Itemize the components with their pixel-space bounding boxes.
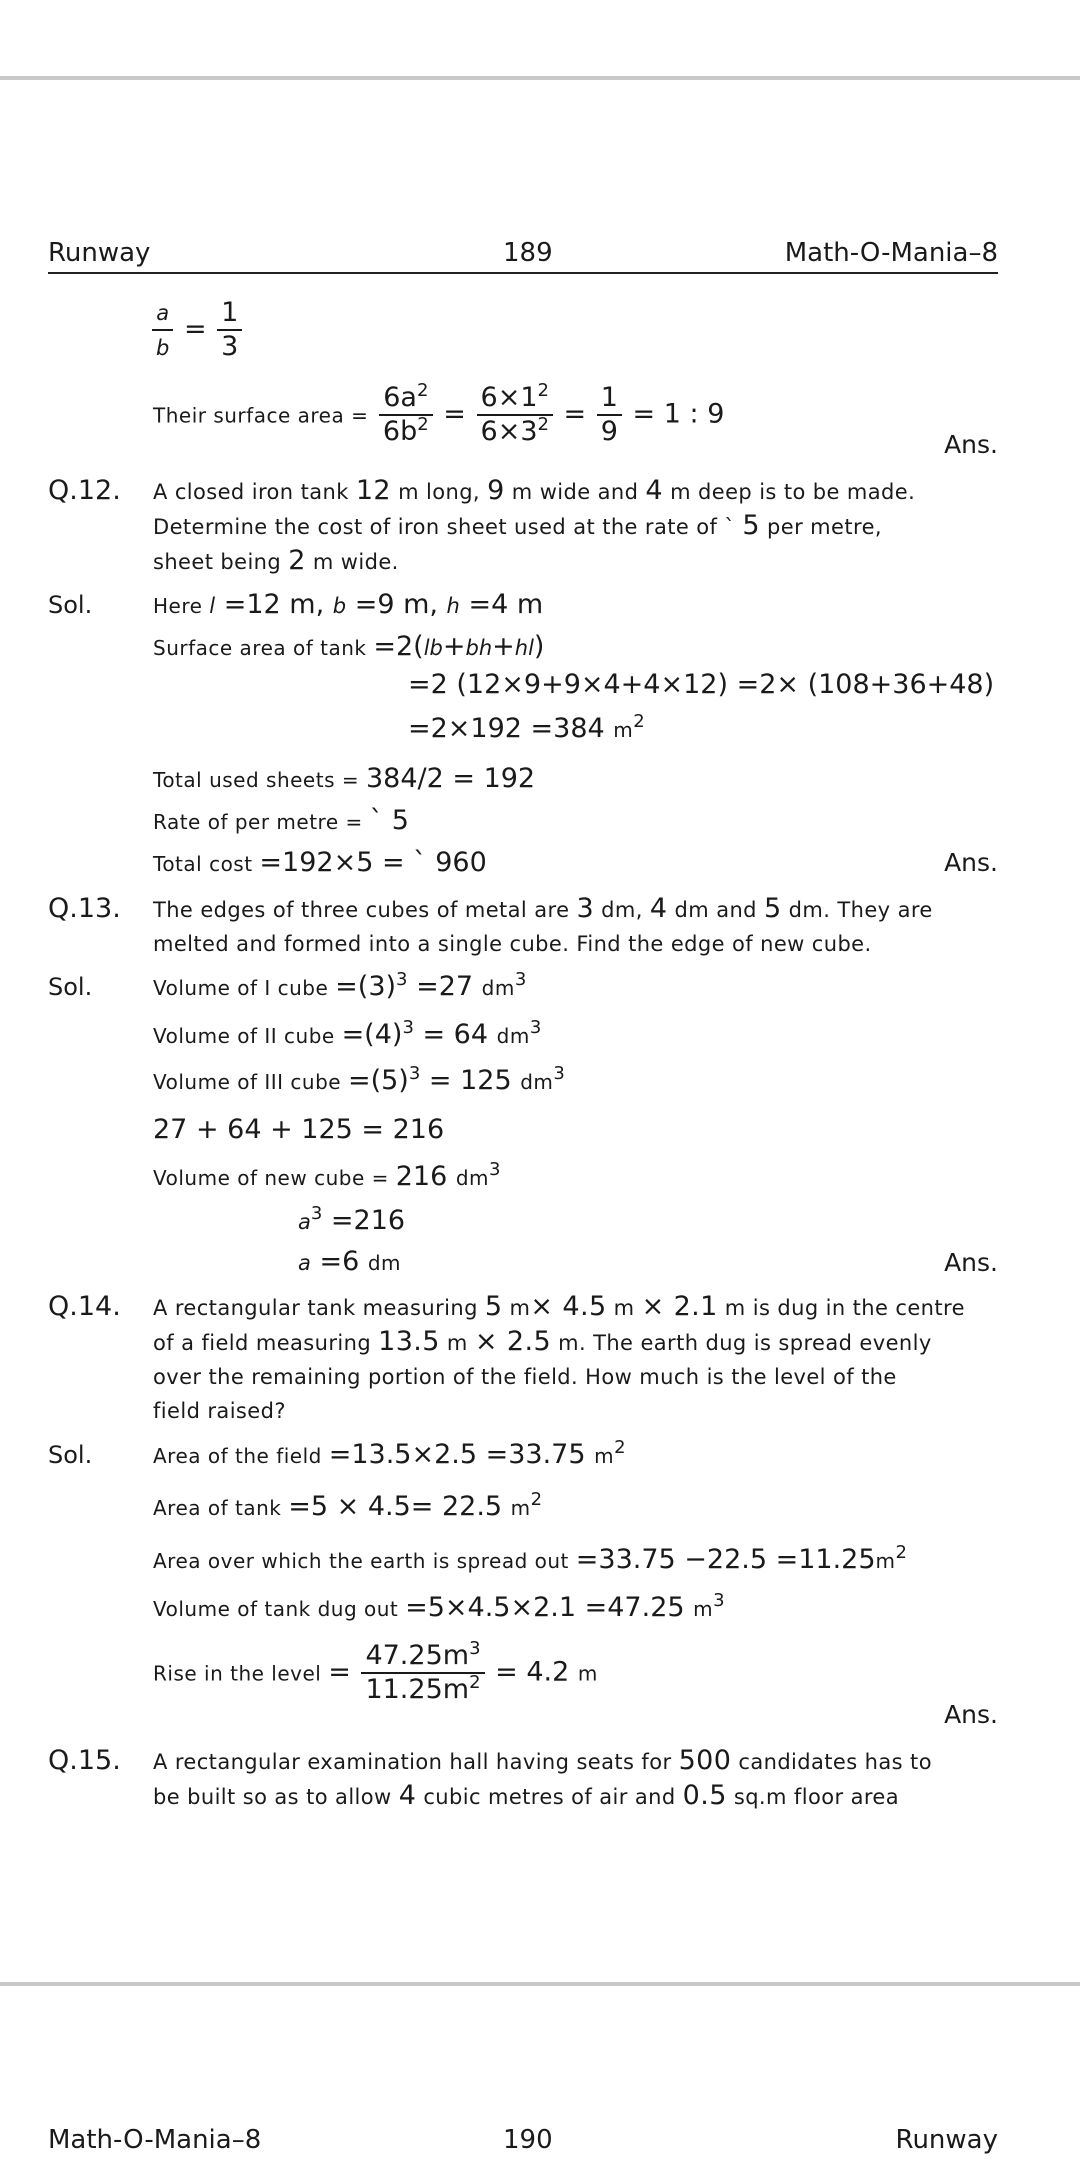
q12-given: Here l =12 m, b =9 m, h =4 m — [153, 589, 544, 620]
next-page-number: 190 — [503, 2125, 553, 2155]
q12-total: Total cost =192×5 = ` 960 — [153, 847, 487, 878]
solution-label: Sol. — [48, 591, 93, 619]
question-13-text: The edges of three cubes of metal are 3 dm, 4 dm and 5 dm. They are melted and formed into a single cube. Find the edge of new cube. — [153, 893, 933, 956]
page-top-divider — [0, 76, 1080, 80]
question-number: Q.15. — [48, 1745, 121, 1776]
q13-sum: 27 + 64 + 125 = 216 — [153, 1114, 445, 1145]
q14-tank-volume: Volume of tank dug out =5×4.5×2.1 =47.25 $m^3$ — [153, 1590, 725, 1623]
solution-label: Sol. — [48, 1441, 93, 1469]
question-number: Q.12. — [48, 475, 121, 506]
q13-a-cubed: $a^3 =216$ — [298, 1203, 406, 1236]
q12-sheets: Total used sheets = 384/2 = 192 — [153, 763, 536, 794]
answer-marker: Ans. — [944, 1700, 998, 1729]
q14-tank-area: Area of tank =5 × 4.5= 22.5 $m^2$ — [153, 1489, 543, 1522]
next-header-right: Runway — [895, 2125, 998, 2155]
page-number: 189 — [503, 238, 553, 268]
running-header — [48, 236, 998, 274]
header-left: Runway — [48, 238, 151, 268]
question-14-text: A rectangular tank measuring 5 m× 4.5 m × 2.1 m is dug in the centre of a field measuring 13.5 m × 2.5 m. The earth dug is spread evenly over the remaining portion of the field. How much is the level of the field raised? — [153, 1291, 965, 1423]
answer-marker: Ans. — [944, 1248, 998, 1277]
q12-formula: Surface area of tank =2(lb+bh+hl) — [153, 631, 545, 662]
fraction-volume-over-area: $\frac{47.25m^3}{11.25m^2}$ — [361, 1640, 484, 1706]
next-page-header — [48, 2125, 998, 2155]
question-number: Q.14. — [48, 1291, 121, 1322]
q13-volume-1: Volume of I cube $=(3)^3 =27$ $dm^3$ — [153, 969, 527, 1002]
fraction-6a2-6b2: $\frac{6a^2}{6b^2}$ — [379, 382, 433, 448]
fraction-one-ninth: $\frac{1}{9}$ — [597, 382, 622, 448]
answer-marker: Ans. — [944, 848, 998, 877]
question-12-text: A closed iron tank 12 m long, 9 m wide and 4 m deep is to be made. Determine the cost of iron sheet used at the rate of ` 5 per metre, sheet being 2 m wide. — [153, 475, 916, 576]
q14-rise: Rise in the level = $\frac{47.25m^3}{11.25m^2}$ = 4.2 m — [153, 1638, 598, 1705]
answer-marker: Ans. — [944, 430, 998, 459]
surface-area-line: Their surface area = $\frac{6a^2}{6b^2}$ = $\frac{6\times 1^2}{6\times 3^2}$ = $\frac{1}{9}$ = 1 : 9 — [153, 380, 725, 447]
q13-volume-2: Volume of II cube $=(4)^3 = 64$ $dm^3$ — [153, 1017, 542, 1050]
q12-calc-1: =2 (12×9+9×4+4×12) =2× (108+36+48) — [408, 669, 995, 700]
question-15-text: A rectangular examination hall having seats for 500 candidates has to be built so as to allow 4 cubic metres of air and 0.5 sq.m floor area — [153, 1745, 932, 1811]
fraction-one-third: $\frac{1}{3}$ — [217, 297, 242, 363]
question-number: Q.13. — [48, 893, 121, 924]
fraction-6x1-6x3: $\frac{6\times 1^2}{6\times 3^2}$ — [477, 382, 553, 448]
solution-label: Sol. — [48, 973, 93, 1001]
header-right: Math-O-Mania–8 — [784, 238, 998, 268]
next-header-left: Math-O-Mania–8 — [48, 2125, 262, 2155]
q13-new-volume: Volume of new cube = 216 $dm^3$ — [153, 1159, 501, 1192]
q14-spread-area: Area over which the earth is spread out $=33.75 -22.5 =11.25m^2$ — [153, 1542, 907, 1575]
q14-field-area: Area of the field =13.5×2.5 =33.75 $m^2$ — [153, 1437, 626, 1470]
q12-calc-2: =2×192 =384 $m^2$ — [408, 711, 645, 744]
ratio-line: $\frac{a}{b}$ = $\frac{1}{3}$ — [150, 296, 244, 364]
q12-rate: Rate of per metre = ` 5 — [153, 805, 409, 836]
page-break-divider — [0, 1982, 1080, 1986]
q13-volume-3: Volume of III cube $=(5)^3 = 125$ $dm^3$ — [153, 1063, 565, 1096]
fraction-a-b: $\frac{a}{b}$ — [152, 296, 173, 364]
q13-a-value: a =6 dm — [298, 1246, 402, 1277]
